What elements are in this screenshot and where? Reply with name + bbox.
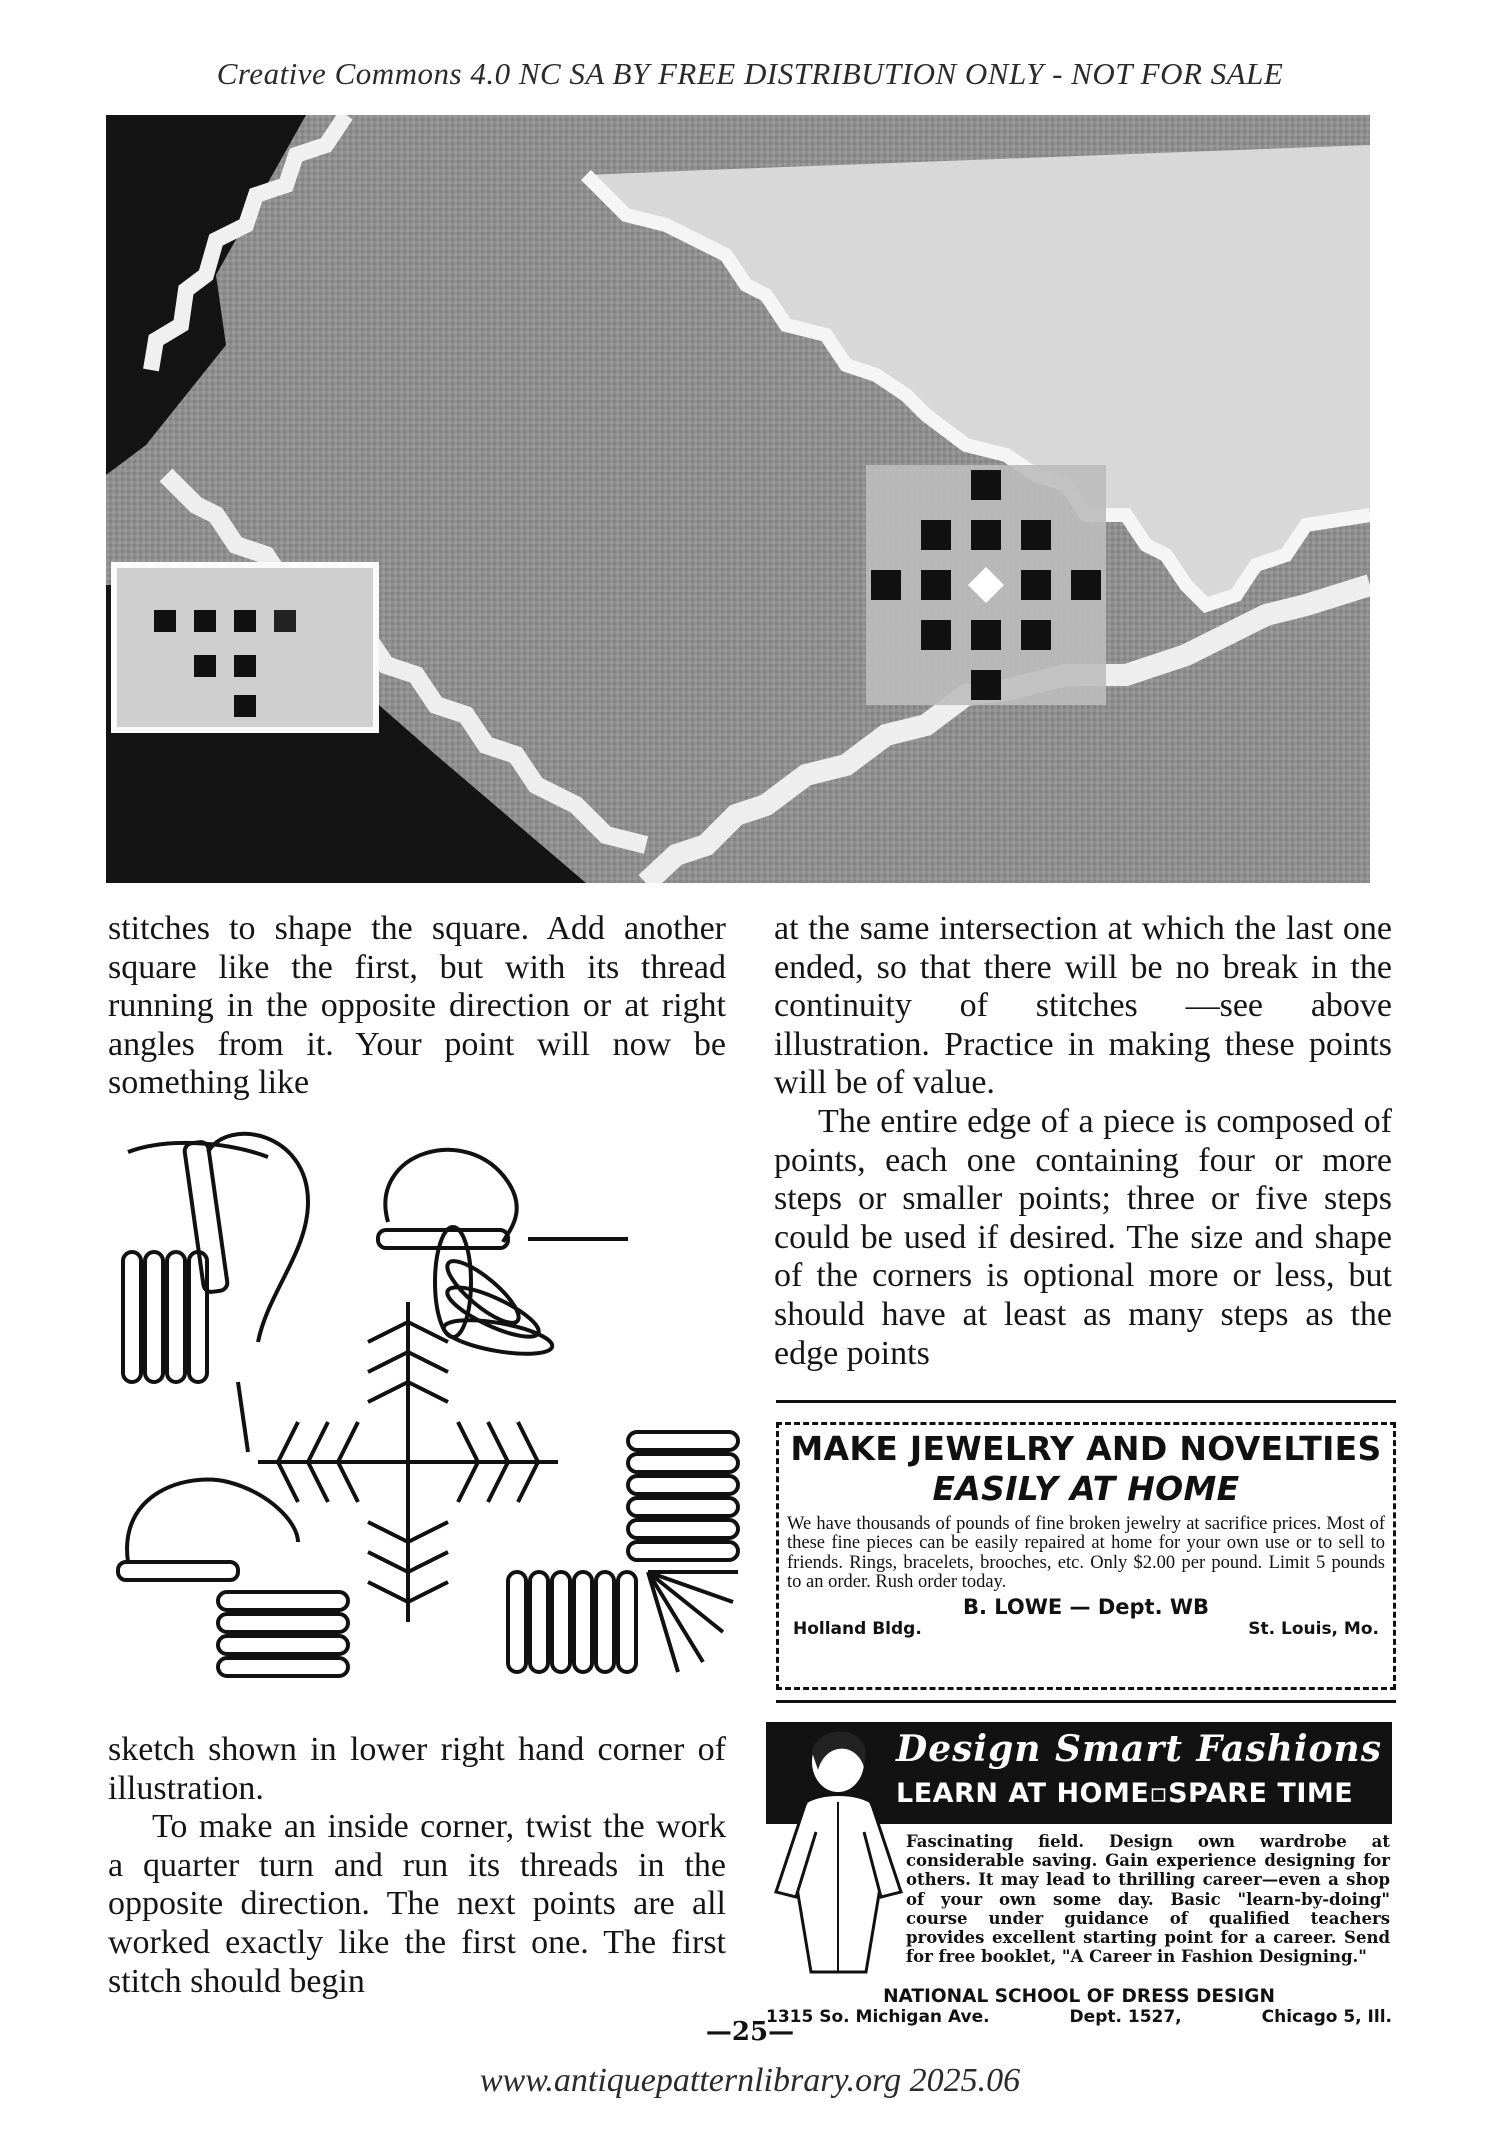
ad-contact: B. LOWE — Dept. WB: [962, 1594, 1210, 1619]
ad-address-mid: Dept. 1527,: [1069, 2007, 1182, 2027]
embroidery-photo: [106, 115, 1370, 883]
stitch-sketch: [108, 1122, 748, 1682]
ad-banner-text: LEARN AT HOME▫SPARE TIME: [896, 1778, 1354, 1809]
divider-rule: [776, 1400, 1396, 1403]
right-column: [774, 910, 1392, 1373]
satin-stitch-block-1: [123, 1252, 207, 1382]
ad-address-left: 1315 So. Michigan Ave.: [766, 2007, 990, 2027]
ad-body: We have thousands of pounds of fine broken jewelry at sacrifice prices. Most of these fine pieces can be easily repaired at home for your own use or to sell to friends. Rings, bracelets, brooches, etc. Only $2.00 per pound. Limit 5 pounds to an order. Rush order today.: [787, 1514, 1385, 1593]
ad-address-left: Holland Bldg.: [793, 1618, 922, 1639]
corner-fan-stitch: [648, 1572, 738, 1672]
license-header: Creative Commons 4.0 NC SA BY FREE DISTRIBUTION ONLY - NOT FOR SALE: [216, 56, 1284, 91]
cutwork-motif: [866, 465, 1106, 705]
ad-title: MAKE JEWELRY AND NOVELTIES: [790, 1429, 1382, 1468]
thread-line: [128, 1143, 268, 1157]
stitch-sketch-drawing: [108, 1122, 748, 1682]
satin-stitch-block-4: [508, 1572, 636, 1672]
divider-rule: [776, 1700, 1396, 1703]
needle-icon: [118, 1562, 238, 1580]
ad-subtitle: EASILY AT HOME: [932, 1469, 1240, 1508]
paragraph: To make an inside corner, twist the work a quarter turn and run its threads in the opposite direction. The next points are all worked exactly like the first one. The first stitch should begin: [108, 1808, 726, 2000]
ad-school-name: NATIONAL SCHOOL OF DRESS DESIGN: [883, 1986, 1275, 2007]
footer-url: www.antiquepatternlibrary.org 2025.06: [479, 2062, 1021, 2099]
paragraph: at the same intersection at which the last one ended, so that there will be no break in the continuity of stitches —see above illustration. Practice in making these points will be of value.: [774, 910, 1392, 1102]
embroidery-photo-drawing: [106, 115, 1370, 883]
ad-address-right: Chicago 5, Ill.: [1261, 2007, 1392, 2027]
paragraph: sketch shown in lower right hand corner of illustration.: [108, 1731, 726, 1807]
fashion-figure-illustration: [766, 1722, 906, 1987]
left-column-lower: [108, 1731, 726, 2001]
ad-address-right: St. Louis, Mo.: [1248, 1618, 1379, 1639]
inset-sample: [114, 565, 376, 730]
ad-script-title: Design Smart Fashions: [896, 1728, 1382, 1770]
ad-address: [787, 1619, 1385, 1639]
fashion-advertisement: [766, 1722, 1392, 2027]
left-column-upper: [108, 910, 726, 1103]
page-number: —25—: [705, 2017, 795, 2047]
satin-stitch-block-2: [218, 1592, 348, 1676]
thread-loop: [127, 1480, 298, 1562]
satin-stitch-block-3: [628, 1432, 738, 1560]
paragraph: The entire edge of a piece is composed of points, each one containing four or more steps or smaller points; three or five steps could be used if desired. The size and shape of the corners is optional more or less, but should have at least as many steps as the edge points: [774, 1102, 1392, 1372]
jewelry-advertisement: [776, 1422, 1396, 1690]
paragraph: stitches to shape the square. Add another square like the first, but with its thread running in the opposite direction or at right angles from it. Your point will now be something like: [108, 910, 726, 1102]
ad-body: Fascinating field. Design own wardrobe at considerable saving. Gain experience designing for others. It may lead to thrilling career—even a shop of your own some day. Basic "learn-by-doing" course under guidance of qualified teachers provides excellent starting point for a career. Send for free booklet, "A Career in Fashion Designing.": [906, 1832, 1390, 1967]
